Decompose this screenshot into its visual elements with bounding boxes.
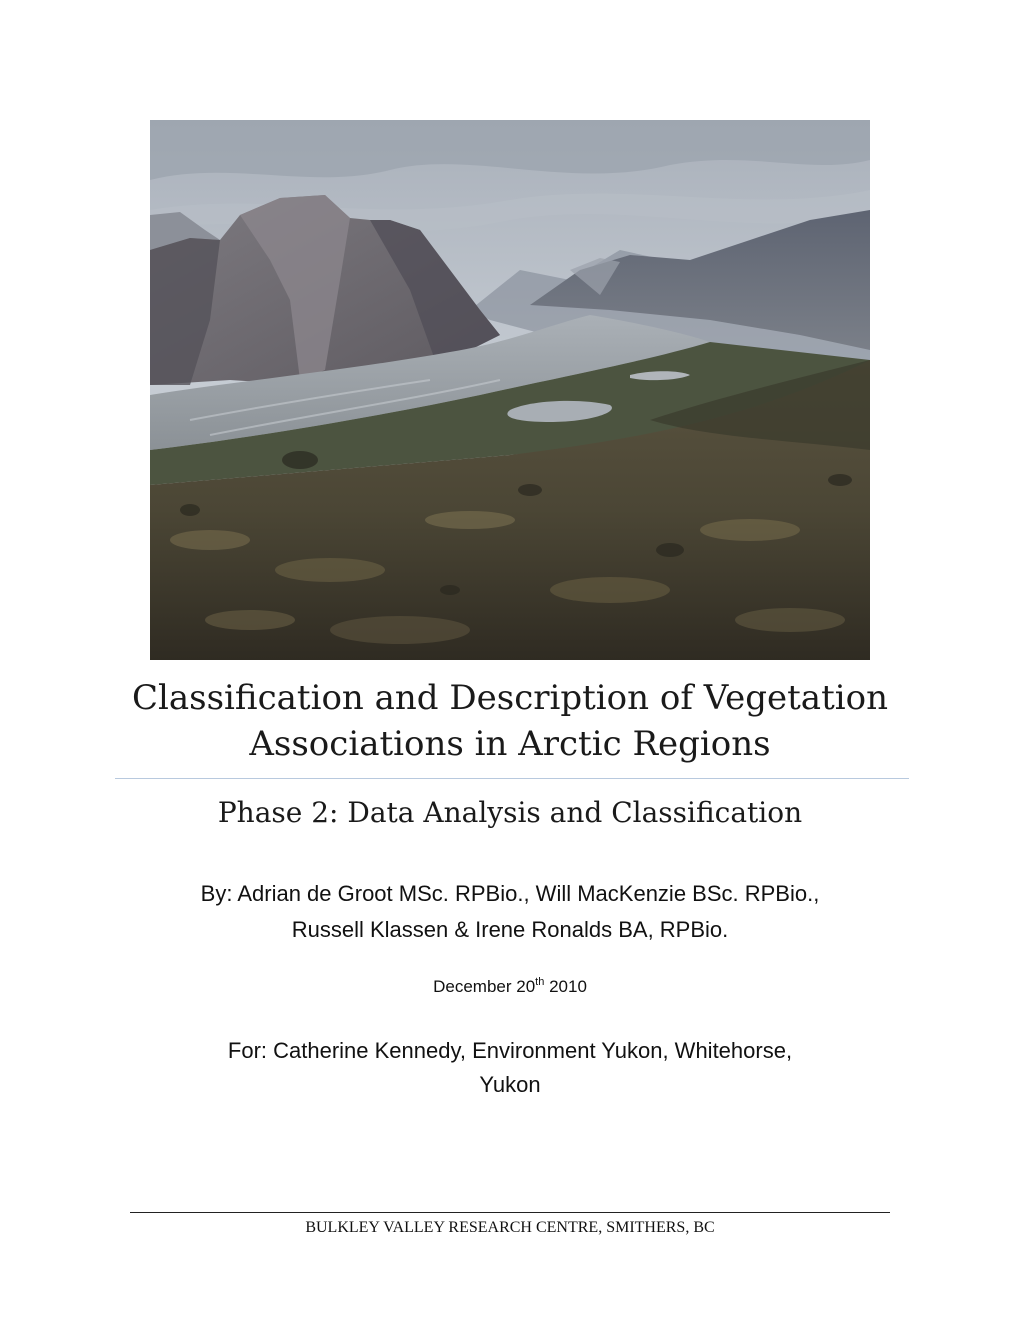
report-date <box>110 974 910 1000</box>
report-date-day: December 20 <box>433 977 536 996</box>
title-divider <box>115 778 909 779</box>
author-list <box>110 876 910 948</box>
footer-divider <box>130 1212 890 1213</box>
cover-photo <box>150 120 870 660</box>
page-footer: BULKLEY VALLEY RESEARCH CENTRE, SMITHERS, BC <box>305 1219 715 1236</box>
report-title-line-2: Associations in Arctic Regions <box>249 724 771 764</box>
author-list-line-2: Russell Klassen & Irene Ronalds BA, RPBio. <box>291 917 729 942</box>
author-list-line-1: By: Adrian de Groot MSc. RPBio., Will MacKenzie BSc. RPBio., <box>200 881 820 906</box>
report-subtitle: Phase 2: Data Analysis and Classification <box>217 796 803 829</box>
arctic-valley-illustration <box>150 120 870 660</box>
client-line-2: Yukon <box>479 1072 541 1097</box>
report-date-year: 2010 <box>549 977 587 996</box>
report-title-line-1: Classification and Description of Vegetation <box>132 678 888 718</box>
report-date-suffix: th <box>535 976 545 988</box>
report-title <box>110 675 910 767</box>
client-line <box>110 1034 910 1102</box>
client-line-1: For: Catherine Kennedy, Environment Yukon, Whitehorse, <box>227 1038 793 1063</box>
